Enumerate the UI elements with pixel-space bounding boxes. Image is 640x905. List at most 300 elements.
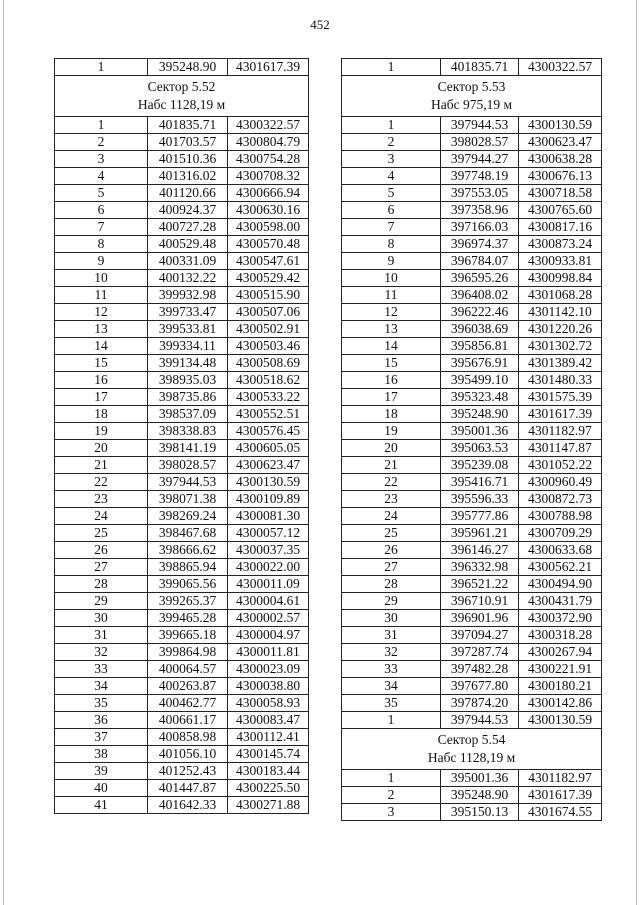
coordinate-x: 398028.57 <box>441 134 519 151</box>
coordinate-x: 401835.71 <box>441 59 519 76</box>
coordinate-x: 396784.07 <box>441 253 519 270</box>
sector-length: Набс 1128,19 м <box>137 97 226 112</box>
point-number: 6 <box>55 202 148 219</box>
coordinate-y: 4301052.22 <box>519 457 602 474</box>
coordinate-y: 4300037.35 <box>228 542 309 559</box>
table-row <box>55 117 309 134</box>
coordinate-x: 397553.05 <box>441 185 519 202</box>
coordinate-x: 401703.57 <box>148 134 228 151</box>
coordinate-x: 398269.24 <box>148 508 228 525</box>
sector-header <box>55 76 309 117</box>
coordinate-x: 395856.81 <box>441 338 519 355</box>
coordinate-x: 399665.18 <box>148 627 228 644</box>
coordinate-x: 398935.03 <box>148 372 228 389</box>
coordinate-x: 401316.02 <box>148 168 228 185</box>
coordinate-y: 4300130.59 <box>228 474 309 491</box>
coordinate-x: 400858.98 <box>148 729 228 746</box>
coordinate-x: 400924.37 <box>148 202 228 219</box>
coordinate-y: 4300552.51 <box>228 406 309 423</box>
coordinate-x: 395596.33 <box>441 491 519 508</box>
coordinate-y: 4300630.16 <box>228 202 309 219</box>
coordinate-x: 400661.17 <box>148 712 228 729</box>
point-number: 13 <box>342 321 441 338</box>
table-row <box>55 729 309 746</box>
table-row <box>342 304 602 321</box>
table-row <box>55 219 309 236</box>
coordinate-y: 4301617.39 <box>519 406 602 423</box>
coordinate-y: 4300960.49 <box>519 474 602 491</box>
coordinate-y: 4300507.06 <box>228 304 309 321</box>
table-row <box>342 134 602 151</box>
coordinate-x: 396901.96 <box>441 610 519 627</box>
table-row <box>55 355 309 372</box>
table-row <box>342 525 602 542</box>
point-number: 33 <box>342 661 441 678</box>
coordinate-y: 4300718.58 <box>519 185 602 202</box>
table-row <box>55 304 309 321</box>
coordinate-y: 4300804.79 <box>228 134 309 151</box>
point-number: 38 <box>55 746 148 763</box>
coordinate-y: 4300933.81 <box>519 253 602 270</box>
point-number: 7 <box>55 219 148 236</box>
point-number: 3 <box>342 151 441 168</box>
table-row <box>342 661 602 678</box>
coordinate-y: 4301575.39 <box>519 389 602 406</box>
table-row <box>55 559 309 576</box>
coordinate-x: 397944.53 <box>441 117 519 134</box>
point-number: 26 <box>55 542 148 559</box>
coordinate-x: 396038.69 <box>441 321 519 338</box>
coordinate-x: 395676.91 <box>441 355 519 372</box>
table-row <box>342 542 602 559</box>
table-row <box>342 423 602 440</box>
coordinate-y: 4300605.05 <box>228 440 309 457</box>
coordinate-y: 4300011.09 <box>228 576 309 593</box>
point-number: 35 <box>342 695 441 712</box>
point-number: 26 <box>342 542 441 559</box>
sector-length: Набс 975,19 м <box>430 97 513 112</box>
point-number: 9 <box>55 253 148 270</box>
coordinate-y: 4300130.59 <box>519 712 602 729</box>
coordinate-x: 396222.46 <box>441 304 519 321</box>
table-row <box>55 253 309 270</box>
coordinate-y: 4300709.29 <box>519 525 602 542</box>
table-row <box>342 593 602 610</box>
coordinates-table-right <box>341 58 602 821</box>
coordinate-x: 400064.57 <box>148 661 228 678</box>
coordinate-x: 397944.27 <box>441 151 519 168</box>
coordinate-x: 398141.19 <box>148 440 228 457</box>
sector-title: Сектор 5.54 <box>437 732 506 747</box>
coordinate-y: 4300023.09 <box>228 661 309 678</box>
coordinate-y: 4301142.10 <box>519 304 602 321</box>
table-row <box>342 610 602 627</box>
table-row <box>55 627 309 644</box>
coordinate-x: 395248.90 <box>441 787 519 804</box>
coordinate-y: 4300529.42 <box>228 270 309 287</box>
coordinate-x: 401642.33 <box>148 797 228 814</box>
table-row <box>342 787 602 804</box>
point-number: 23 <box>342 491 441 508</box>
point-number: 16 <box>342 372 441 389</box>
coordinate-x: 396146.27 <box>441 542 519 559</box>
table-row <box>55 338 309 355</box>
coordinate-y: 4300004.61 <box>228 593 309 610</box>
point-number: 17 <box>342 389 441 406</box>
coordinate-y: 4301147.87 <box>519 440 602 457</box>
coordinate-y: 4300142.86 <box>519 695 602 712</box>
coordinate-x: 398537.09 <box>148 406 228 423</box>
coordinate-x: 398338.83 <box>148 423 228 440</box>
coordinate-y: 4301302.72 <box>519 338 602 355</box>
coordinate-x: 401252.43 <box>148 763 228 780</box>
point-number: 10 <box>55 270 148 287</box>
point-number: 34 <box>55 678 148 695</box>
coordinate-x: 400727.28 <box>148 219 228 236</box>
point-number: 30 <box>55 610 148 627</box>
coordinate-y: 4300515.90 <box>228 287 309 304</box>
table-row <box>55 593 309 610</box>
point-number: 5 <box>342 185 441 202</box>
coordinate-x: 397358.96 <box>441 202 519 219</box>
table-row <box>55 168 309 185</box>
coordinate-x: 397874.20 <box>441 695 519 712</box>
coordinate-x: 398666.62 <box>148 542 228 559</box>
coordinate-x: 398467.68 <box>148 525 228 542</box>
point-number: 19 <box>55 423 148 440</box>
table-row <box>342 457 602 474</box>
table-row <box>342 219 602 236</box>
coordinate-y: 4300038.80 <box>228 678 309 695</box>
coordinate-x: 399733.47 <box>148 304 228 321</box>
coordinate-x: 400132.22 <box>148 270 228 287</box>
coordinate-y: 4300183.44 <box>228 763 309 780</box>
coordinate-x: 395416.71 <box>441 474 519 491</box>
point-number: 2 <box>342 134 441 151</box>
coordinate-y: 4300130.59 <box>519 117 602 134</box>
coordinate-y: 4300081.30 <box>228 508 309 525</box>
coordinate-x: 395248.90 <box>148 59 228 76</box>
table-row <box>55 372 309 389</box>
table-row <box>55 644 309 661</box>
coordinate-x: 400462.77 <box>148 695 228 712</box>
coordinate-y: 4300318.28 <box>519 627 602 644</box>
coordinate-y: 4300623.47 <box>519 134 602 151</box>
coordinate-x: 395323.48 <box>441 389 519 406</box>
point-number: 24 <box>342 508 441 525</box>
table-row <box>342 474 602 491</box>
coordinate-y: 4300022.00 <box>228 559 309 576</box>
point-number: 27 <box>55 559 148 576</box>
point-number: 20 <box>55 440 148 457</box>
point-number: 40 <box>55 780 148 797</box>
table-row <box>55 287 309 304</box>
coordinate-y: 4300576.45 <box>228 423 309 440</box>
coordinate-y: 4300180.21 <box>519 678 602 695</box>
coordinate-y: 4300754.28 <box>228 151 309 168</box>
point-number: 23 <box>55 491 148 508</box>
coordinate-y: 4300225.50 <box>228 780 309 797</box>
point-number: 11 <box>55 287 148 304</box>
point-number: 4 <box>55 168 148 185</box>
point-number: 9 <box>342 253 441 270</box>
table-row <box>55 134 309 151</box>
coordinate-y: 4300058.93 <box>228 695 309 712</box>
point-number: 18 <box>55 406 148 423</box>
coordinate-y: 4300322.57 <box>228 117 309 134</box>
coordinate-x: 395063.53 <box>441 440 519 457</box>
point-number: 29 <box>342 593 441 610</box>
point-number: 31 <box>55 627 148 644</box>
sector-length: Набс 1128,19 м <box>427 750 516 765</box>
point-number: 37 <box>55 729 148 746</box>
table-row <box>55 542 309 559</box>
table-row <box>342 678 602 695</box>
coordinate-y: 4300083.47 <box>228 712 309 729</box>
coordinate-y: 4300788.98 <box>519 508 602 525</box>
coordinate-y: 4300598.00 <box>228 219 309 236</box>
coordinate-x: 399864.98 <box>148 644 228 661</box>
coordinate-y: 4300817.16 <box>519 219 602 236</box>
table-row <box>55 406 309 423</box>
coordinate-y: 4300011.81 <box>228 644 309 661</box>
table-row <box>55 491 309 508</box>
coordinate-y: 4300676.13 <box>519 168 602 185</box>
coordinate-x: 397094.27 <box>441 627 519 644</box>
sector-header <box>342 76 602 117</box>
table-row <box>55 236 309 253</box>
table-row <box>342 491 602 508</box>
coordinate-y: 4300057.12 <box>228 525 309 542</box>
table-row <box>55 389 309 406</box>
table-row <box>55 610 309 627</box>
point-number: 15 <box>55 355 148 372</box>
coordinate-x: 396332.98 <box>441 559 519 576</box>
point-number: 33 <box>55 661 148 678</box>
coordinate-y: 4300765.60 <box>519 202 602 219</box>
table-row <box>55 321 309 338</box>
coordinate-y: 4300562.21 <box>519 559 602 576</box>
coordinate-y: 4300623.47 <box>228 457 309 474</box>
table-row <box>55 474 309 491</box>
coordinate-x: 401510.36 <box>148 151 228 168</box>
point-number: 8 <box>55 236 148 253</box>
point-number: 28 <box>342 576 441 593</box>
point-number: 14 <box>55 338 148 355</box>
coordinate-x: 397944.53 <box>148 474 228 491</box>
table-row <box>342 253 602 270</box>
coordinate-y: 4300570.48 <box>228 236 309 253</box>
point-number: 22 <box>342 474 441 491</box>
point-number: 11 <box>342 287 441 304</box>
point-number: 6 <box>342 202 441 219</box>
point-number: 12 <box>55 304 148 321</box>
table-row <box>55 780 309 797</box>
coordinate-x: 397748.19 <box>441 168 519 185</box>
point-number: 32 <box>55 644 148 661</box>
table-row <box>55 508 309 525</box>
point-number: 1 <box>342 712 441 729</box>
coordinate-x: 400263.87 <box>148 678 228 695</box>
point-number: 39 <box>55 763 148 780</box>
coordinate-x: 395777.86 <box>441 508 519 525</box>
coordinate-x: 398028.57 <box>148 457 228 474</box>
table-row <box>55 576 309 593</box>
table-row <box>55 678 309 695</box>
coordinate-y: 4300508.69 <box>228 355 309 372</box>
coordinates-table-left <box>54 58 309 814</box>
point-number: 29 <box>55 593 148 610</box>
coordinate-y: 4300872.73 <box>519 491 602 508</box>
table-row <box>342 389 602 406</box>
point-number: 21 <box>342 457 441 474</box>
table-body <box>342 59 602 821</box>
coordinate-x: 401056.10 <box>148 746 228 763</box>
coordinate-y: 4300145.74 <box>228 746 309 763</box>
table-row <box>342 695 602 712</box>
point-number: 35 <box>55 695 148 712</box>
coordinate-x: 400529.48 <box>148 236 228 253</box>
coordinate-x: 399065.56 <box>148 576 228 593</box>
point-number: 18 <box>342 406 441 423</box>
table-row <box>55 185 309 202</box>
point-number: 25 <box>342 525 441 542</box>
coordinate-y: 4300533.22 <box>228 389 309 406</box>
coordinate-y: 4301182.97 <box>519 423 602 440</box>
coordinate-y: 4300267.94 <box>519 644 602 661</box>
coordinate-y: 4300666.94 <box>228 185 309 202</box>
point-number: 41 <box>55 797 148 814</box>
sector-header-row <box>342 729 602 770</box>
table-row <box>55 525 309 542</box>
point-number: 1 <box>342 59 441 76</box>
table-row <box>342 287 602 304</box>
table-row <box>55 695 309 712</box>
point-number: 1 <box>55 117 148 134</box>
point-number: 22 <box>55 474 148 491</box>
coordinate-y: 4300503.46 <box>228 338 309 355</box>
page-number: 452 <box>310 17 330 32</box>
sector-title: Сектор 5.53 <box>437 79 506 94</box>
table-row <box>55 797 309 814</box>
point-number: 19 <box>342 423 441 440</box>
coordinate-x: 399465.28 <box>148 610 228 627</box>
point-number: 16 <box>55 372 148 389</box>
table-row <box>55 151 309 168</box>
coordinate-y: 4300002.57 <box>228 610 309 627</box>
point-number: 30 <box>342 610 441 627</box>
coordinate-y: 4301480.33 <box>519 372 602 389</box>
table-row <box>55 270 309 287</box>
table-row <box>55 59 309 76</box>
point-number: 28 <box>55 576 148 593</box>
table-row <box>55 712 309 729</box>
coordinate-x: 396595.26 <box>441 270 519 287</box>
coordinate-y: 4301674.55 <box>519 804 602 821</box>
coordinate-x: 395001.36 <box>441 770 519 787</box>
sector-header-row <box>55 76 309 117</box>
point-number: 1 <box>342 117 441 134</box>
table-row <box>342 559 602 576</box>
coordinate-x: 401447.87 <box>148 780 228 797</box>
coordinate-x: 398735.86 <box>148 389 228 406</box>
table-row <box>342 321 602 338</box>
point-number: 36 <box>55 712 148 729</box>
coordinate-y: 4300431.79 <box>519 593 602 610</box>
coordinate-x: 399533.81 <box>148 321 228 338</box>
table-row <box>55 457 309 474</box>
scan-edge-right <box>636 0 637 905</box>
sector-title: Сектор 5.52 <box>147 79 216 94</box>
table-row <box>342 770 602 787</box>
coordinate-x: 400331.09 <box>148 253 228 270</box>
coordinate-y: 4301389.42 <box>519 355 602 372</box>
point-number: 32 <box>342 644 441 661</box>
coordinate-x: 396521.22 <box>441 576 519 593</box>
coordinate-x: 399265.37 <box>148 593 228 610</box>
coordinate-y: 4300873.24 <box>519 236 602 253</box>
coordinate-x: 396974.37 <box>441 236 519 253</box>
coordinate-y: 4300221.91 <box>519 661 602 678</box>
table-row <box>342 151 602 168</box>
sector-header <box>342 729 602 770</box>
point-number: 31 <box>342 627 441 644</box>
point-number: 5 <box>55 185 148 202</box>
coordinate-y: 4300518.62 <box>228 372 309 389</box>
coordinate-y: 4300547.61 <box>228 253 309 270</box>
coordinate-x: 399134.48 <box>148 355 228 372</box>
coordinate-y: 4300998.84 <box>519 270 602 287</box>
point-number: 14 <box>342 338 441 355</box>
table-row <box>55 746 309 763</box>
table-row <box>342 59 602 76</box>
table-row <box>342 627 602 644</box>
coordinate-y: 4300372.90 <box>519 610 602 627</box>
table-row <box>342 576 602 593</box>
coordinate-y: 4300271.88 <box>228 797 309 814</box>
coordinate-x: 401835.71 <box>148 117 228 134</box>
coordinate-y: 4300004.97 <box>228 627 309 644</box>
table-row <box>55 763 309 780</box>
coordinate-y: 4300708.32 <box>228 168 309 185</box>
point-number: 15 <box>342 355 441 372</box>
point-number: 4 <box>342 168 441 185</box>
point-number: 25 <box>55 525 148 542</box>
point-number: 13 <box>55 321 148 338</box>
coordinate-x: 397166.03 <box>441 219 519 236</box>
table-row <box>342 644 602 661</box>
table-row <box>55 423 309 440</box>
point-number: 2 <box>342 787 441 804</box>
coordinate-x: 398071.38 <box>148 491 228 508</box>
coordinate-y: 4300502.91 <box>228 321 309 338</box>
point-number: 24 <box>55 508 148 525</box>
coordinate-y: 4301617.39 <box>228 59 309 76</box>
point-number: 2 <box>55 134 148 151</box>
point-number: 10 <box>342 270 441 287</box>
point-number: 7 <box>342 219 441 236</box>
coordinate-x: 401120.66 <box>148 185 228 202</box>
table-row <box>342 338 602 355</box>
point-number: 34 <box>342 678 441 695</box>
point-number: 17 <box>55 389 148 406</box>
coordinate-x: 397482.28 <box>441 661 519 678</box>
coordinate-y: 4300109.89 <box>228 491 309 508</box>
coordinate-x: 395499.10 <box>441 372 519 389</box>
coordinate-y: 4300112.41 <box>228 729 309 746</box>
table-row <box>342 236 602 253</box>
table-row <box>342 406 602 423</box>
